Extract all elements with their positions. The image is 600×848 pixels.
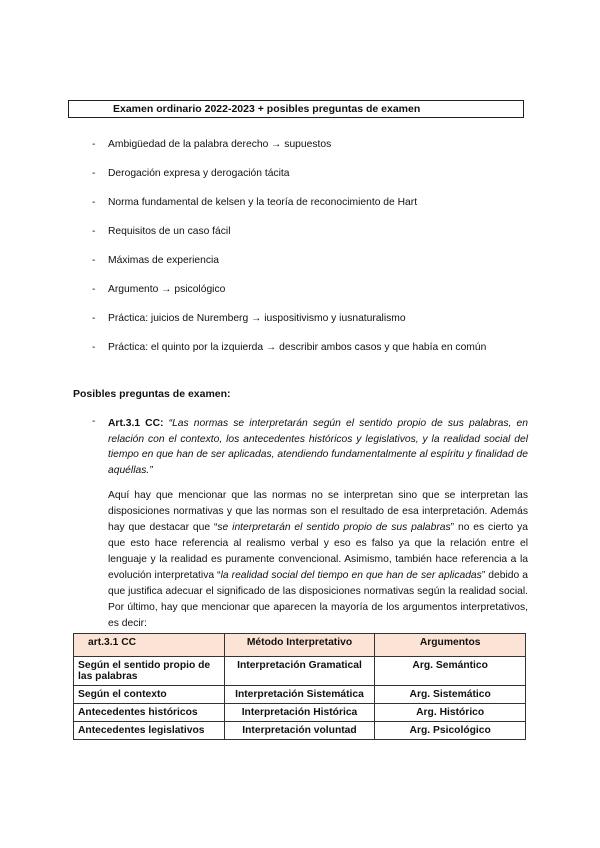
bullet-dash: - <box>92 313 96 324</box>
table-row <box>74 722 526 740</box>
bullet-dash: - <box>92 139 96 150</box>
list-item-text: Requisitos de un caso fácil <box>108 226 231 237</box>
explanation-paragraph <box>108 488 528 632</box>
list-item-text: Práctica: el quinto por la izquierda → describir ambos casos y que había en común <box>108 342 487 353</box>
list-item-text: Norma fundamental de kelsen y la teoría de reconocimiento de Hart <box>108 197 418 208</box>
paragraph-quote: se interpretarán el sentido propio de sus palabras <box>217 522 451 533</box>
list-item-text: Argumento → psicológico <box>108 284 226 295</box>
table-cell: Interpretación voluntad <box>224 722 375 740</box>
interpretation-table <box>73 633 526 740</box>
list-item-text: Derogación expresa y derogación tácita <box>108 168 290 179</box>
table-header-row <box>74 634 526 657</box>
table-cell: Según el sentido propio de las palabras <box>74 657 225 686</box>
bullet-dash: - <box>92 226 96 237</box>
table-cell: Arg. Psicológico <box>375 722 526 740</box>
document-title: Examen ordinario 2022-2023 + posibles preguntas de examen <box>68 100 524 118</box>
list-item-text: Práctica: juicios de Nuremberg → iuspositivismo y iusnaturalismo <box>108 313 406 324</box>
bullet-dash: - <box>92 284 96 295</box>
table-cell: Arg. Histórico <box>375 704 526 722</box>
paragraph-text: Aquí hay que mencionar que las normas no se interpretan sino que se interpretan las disposiciones normativas y que las normas son el resultado de esa interpretación. Además hay que destacar que “ <box>108 490 528 533</box>
table-header: Argumentos <box>375 634 526 657</box>
table-header: art.3.1 CC <box>74 634 225 657</box>
table-cell: Interpretación Histórica <box>224 704 375 722</box>
table-cell: Interpretación Gramatical <box>224 657 375 686</box>
article-bullet <box>92 416 528 478</box>
table-cell: Antecedentes legislativos <box>74 722 225 740</box>
table-cell: Interpretación Sistemática <box>224 686 375 704</box>
table-row <box>74 704 526 722</box>
table-cell: Arg. Semántico <box>375 657 526 686</box>
bullet-dash: - <box>92 255 96 266</box>
table-cell: Según el contexto <box>74 686 225 704</box>
article-label: Art.3.1 CC: <box>108 418 164 429</box>
bullet-dash: - <box>92 342 96 353</box>
table-row <box>74 657 526 686</box>
paragraph-quote: la realidad social del tiempo en que han de ser aplicadas <box>220 570 482 581</box>
table-cell: Arg. Sistemático <box>375 686 526 704</box>
table-header: Método Interpretativo <box>224 634 375 657</box>
bullet-dash: - <box>92 197 96 208</box>
paragraph-text: ” debido a que justifica adecuar el significado de las disposiciones normativas según la realidad social. Por último, hay que mencionar que aparecen la mayoría de los argumentos interpretativos, es decir: <box>108 570 528 629</box>
list-item-text: Máximas de experiencia <box>108 255 220 266</box>
paragraph-text: ” no es cierto ya que esto hace referencia al realismo verbal y eso es falso ya que la relación entre el lenguaje y la realidad es puramente convencional. Asimismo, también hace referencia a la evolución interpretativa “ <box>108 522 528 581</box>
list-item-text: Ambigüedad de la palabra derecho → supuestos <box>108 139 332 150</box>
table-row <box>74 686 526 704</box>
table-cell: Antecedentes históricos <box>74 704 225 722</box>
bullet-dash: - <box>92 416 96 427</box>
section-title: Posibles preguntas de examen: <box>73 388 231 400</box>
bullet-dash: - <box>92 168 96 179</box>
article-quote: “Las normas se interpretarán según el sentido propio de sus palabras, en relación con el contexto, los antecedentes históricos y legislativos, y la realidad social del tiempo en que han de ser aplicadas, atendiendo fundamentalmente al espíritu y finalidad de aquéllas.” <box>108 418 528 476</box>
